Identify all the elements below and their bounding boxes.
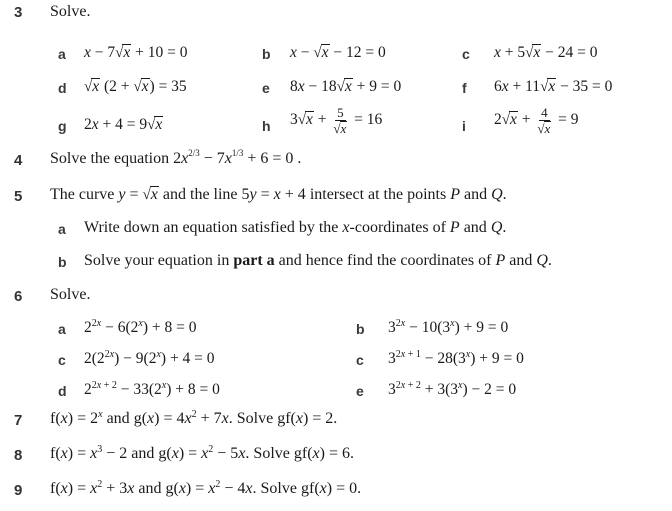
equation-3g: 2x + 4 = 9√x: [84, 116, 163, 133]
q8-text-solve: . Solve: [245, 445, 290, 462]
part-label-5b: b: [58, 254, 67, 270]
q7-text-solve: . Solve: [228, 410, 274, 427]
question-6-heading: Solve.: [50, 286, 91, 303]
part-label-3e: e: [262, 80, 270, 96]
q5-text-a: The curve: [50, 186, 115, 203]
equation-3i: 2√x + $\frac{4}{√x}$ = 9: [494, 105, 579, 136]
equation-3d: √x (2 + √x) = 35: [84, 78, 187, 95]
part-label-3c: c: [462, 46, 470, 62]
q5-text-b: and the line: [162, 186, 238, 203]
question-9-text: $f(x) = x^2 + 3x$ and $g(x) = x^2 - 4x$. Solve gf(x) = 0.: [50, 479, 362, 497]
equation-6d: $2^{2x + 2} - 33(2^x) + 8 = 0$: [84, 380, 220, 398]
question-5a-text: Write down an equation satisfied by the x-coordinates of P and Q.: [84, 219, 507, 236]
question-number-3: 3: [14, 4, 23, 21]
part-label-6e: e: [356, 383, 364, 399]
question-number-7: 7: [14, 412, 23, 429]
equation-6e: $3^{2x + 2} + 3(3^x) - 2 = 0$: [388, 380, 517, 398]
part-label-3i: i: [462, 118, 466, 134]
question-5-text: The curve y = √x and the line 5y = x + 4 intersect at the points P and Q.: [50, 186, 507, 203]
part-label-6b: b: [356, 321, 365, 337]
equation-4: $2x^{2/3} - 7x^{1/3} + 6 = 0$ .: [173, 148, 302, 167]
question-4-label: Solve the equation: [50, 150, 170, 167]
equation-6c-right: $3^{2x + 1} - 28(3^x) + 9 = 0$: [388, 349, 524, 367]
part-label-6a: a: [58, 321, 66, 337]
part-label-6c-right: c: [356, 352, 364, 368]
question-number-4: 4: [14, 152, 23, 169]
q5b-text-bold: part a: [233, 252, 275, 269]
part-label-3d: d: [58, 80, 67, 96]
question-5b-text: Solve your equation in part a and hence find the coordinates of P and Q.: [84, 252, 552, 269]
part-label-5a: a: [58, 221, 66, 237]
equation-3f: 6x + 11√x − 35 = 0: [494, 78, 613, 95]
part-label-3a: a: [58, 46, 66, 62]
q5-text-c: intersect at the points: [309, 186, 447, 203]
equation-3c: x + 5√x − 24 = 0: [494, 44, 598, 61]
q5a-text-3: and: [463, 219, 487, 236]
q5-text-d: and: [464, 186, 488, 203]
part-label-3g: g: [58, 118, 67, 134]
equation-6a: $2^{2x} - 6(2^x) + 8 = 0$: [84, 318, 197, 336]
equation-3h: 3√x + $\frac{5}{√x}$ = 16: [290, 105, 383, 136]
equation-6c-left: $2(2^{2x}) - 9(2^x) + 4 = 0$: [84, 349, 215, 367]
part-label-3b: b: [262, 46, 271, 62]
q9-text-solve: . Solve: [252, 480, 297, 497]
question-8-text: $f(x) = x^3 - 2$ and $g(x) = x^2 - 5x$. Solve gf(x) = 6.: [50, 444, 354, 462]
q8-text-and: and: [131, 445, 155, 462]
question-number-8: 8: [14, 447, 23, 464]
q5a-text-1: Write down an equation satisfied by the: [84, 219, 339, 236]
q5b-text-1: Solve your equation in: [84, 252, 230, 269]
part-label-6d: d: [58, 383, 67, 399]
part-label-6c-left: c: [58, 352, 66, 368]
question-4-text: [50, 150, 301, 168]
equation-3a: x − 7√x + 10 = 0: [84, 44, 188, 61]
question-3-heading: Solve.: [50, 3, 91, 20]
q5b-text-3: and: [509, 252, 533, 269]
question-number-5: 5: [14, 188, 23, 205]
q9-text-and: and: [138, 480, 162, 497]
question-number-9: 9: [14, 482, 23, 499]
question-number-6: 6: [14, 288, 23, 305]
part-label-3f: f: [462, 80, 467, 96]
question-7-text: $f(x) = 2^x$ and $g(x) = 4x^2 + 7x$. Solve gf(x) = 2.: [50, 409, 338, 427]
q7-text-and: and: [106, 410, 130, 427]
equation-3e: 8x − 18√x + 9 = 0: [290, 78, 402, 95]
equation-6b: $3^{2x} - 10(3^x) + 9 = 0$: [388, 318, 509, 336]
q5a-text-2: -coordinates of: [349, 219, 446, 236]
part-label-3h: h: [262, 118, 271, 134]
equation-3b: x − √x − 12 = 0: [290, 44, 386, 61]
q5b-text-2: and hence find the coordinates of: [278, 252, 492, 269]
